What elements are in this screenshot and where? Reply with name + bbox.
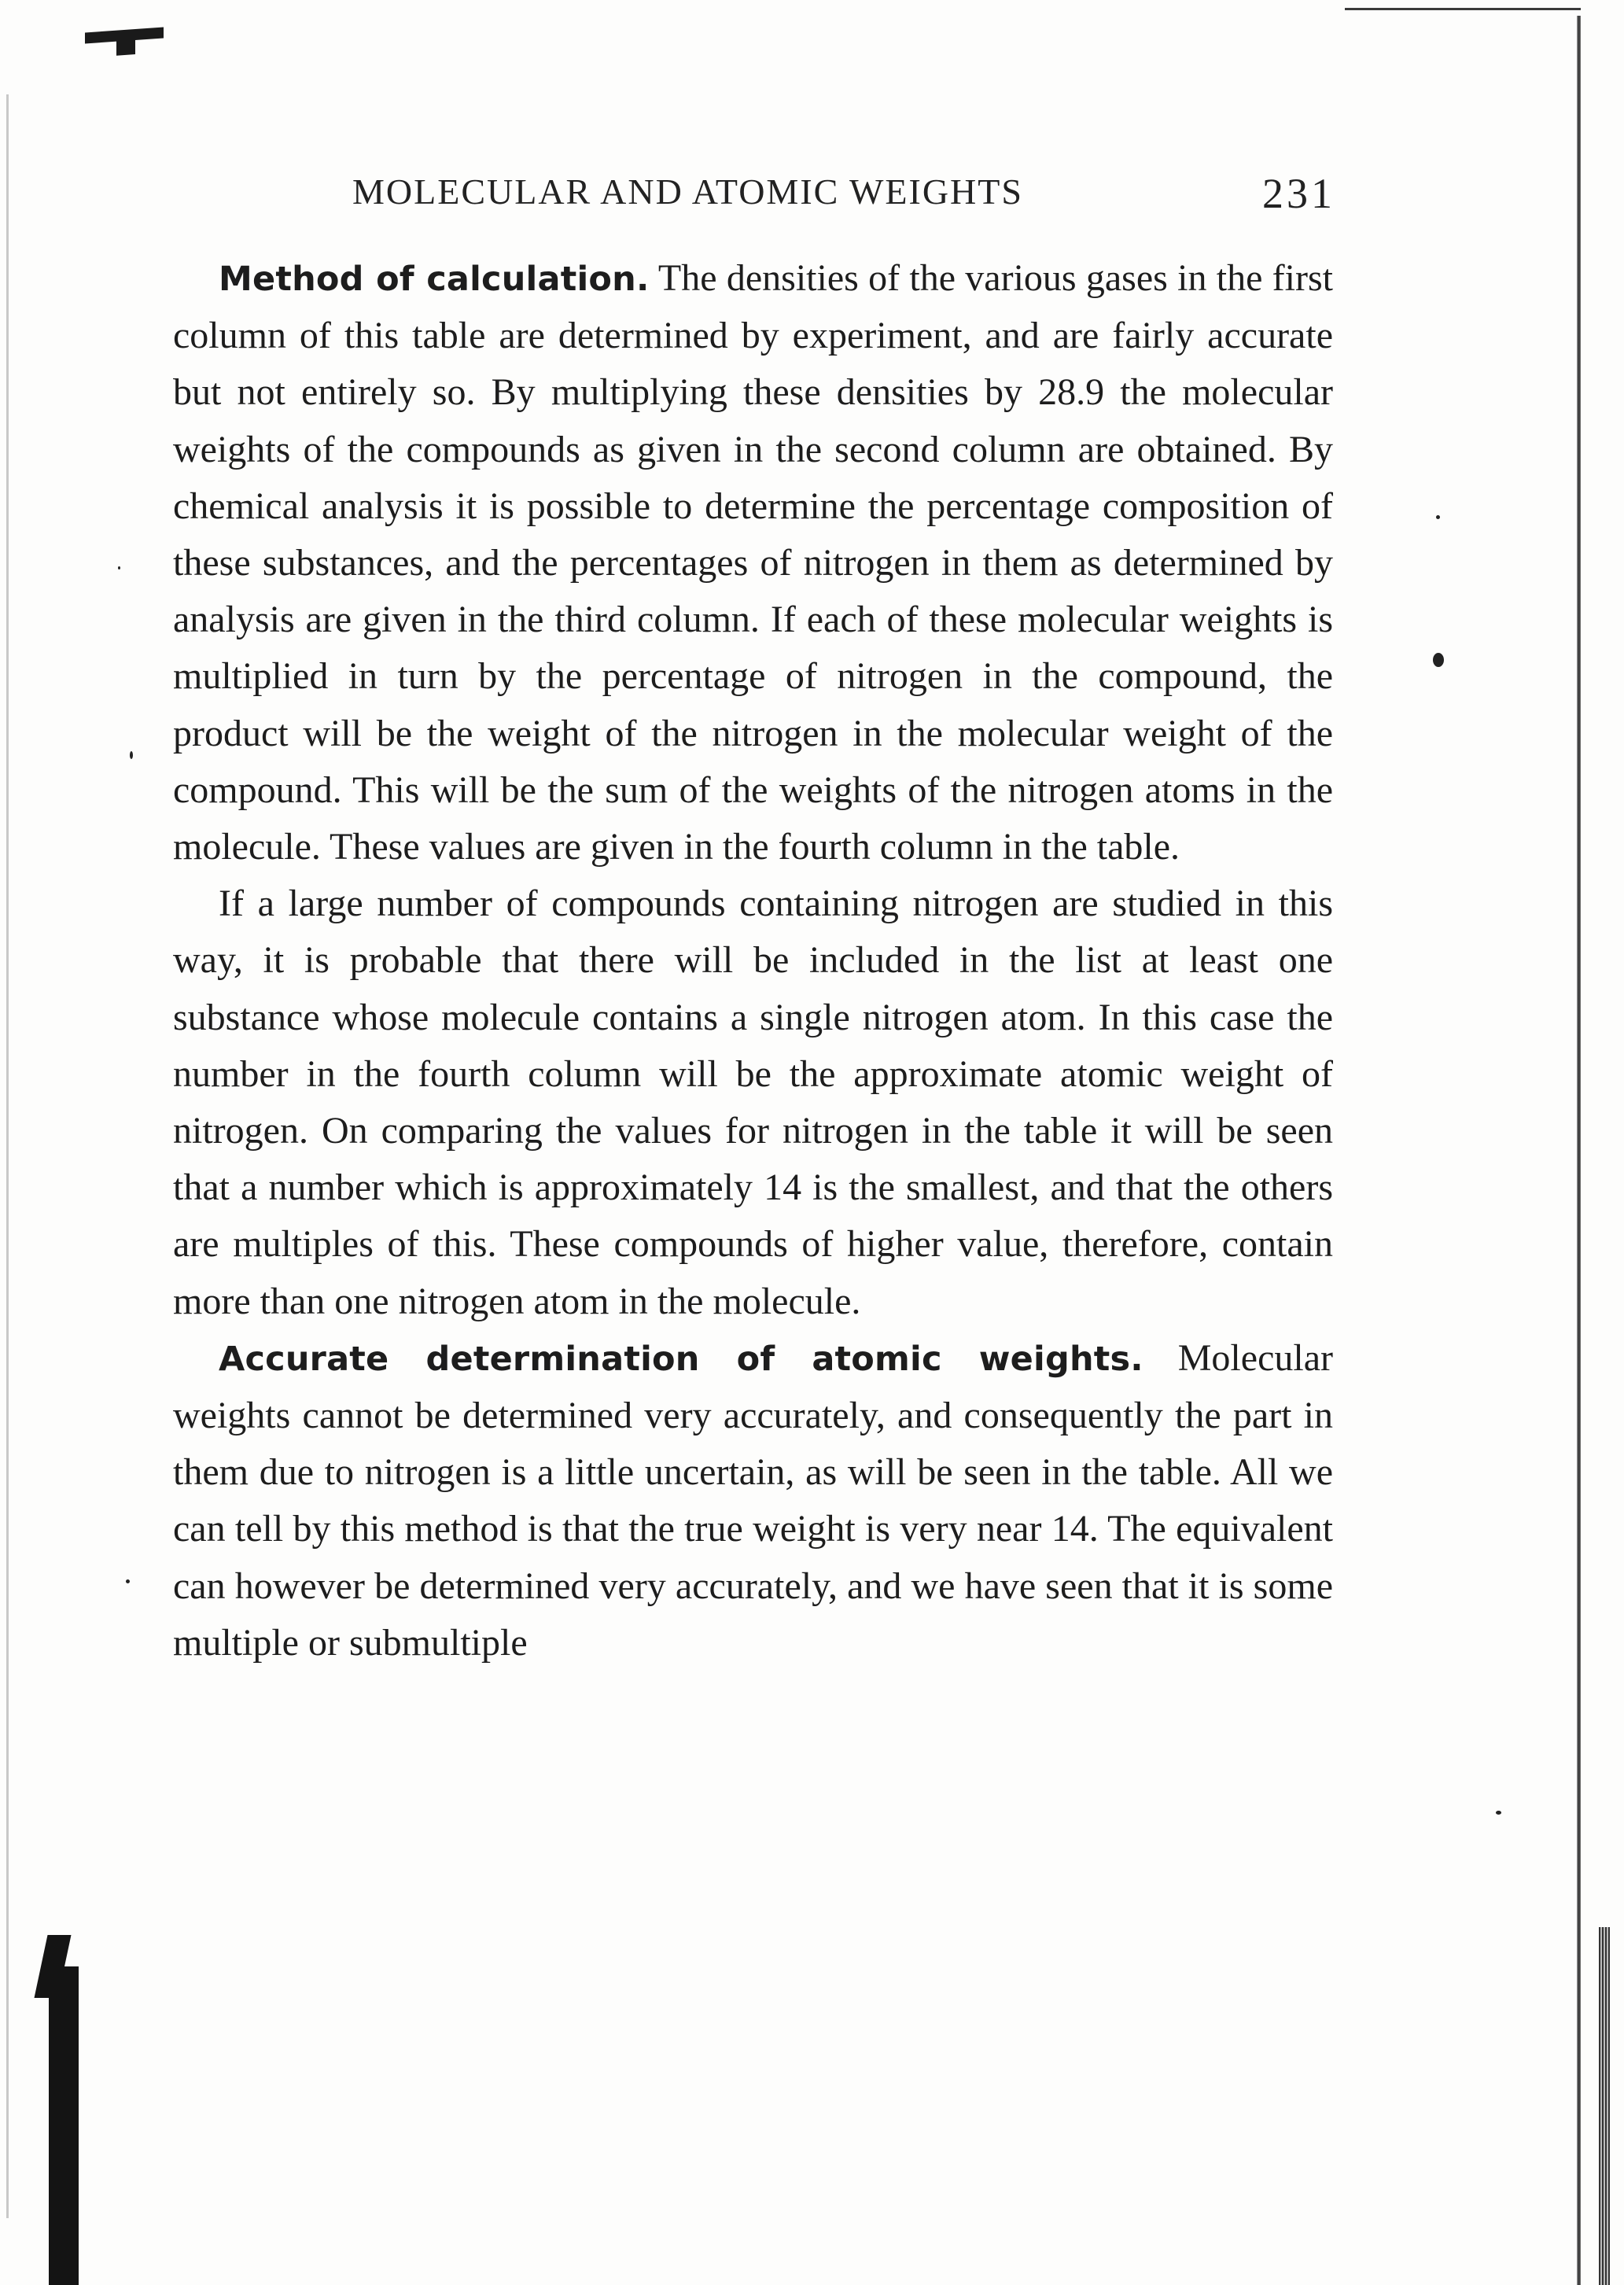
running-head — [352, 161, 1335, 224]
paragraph-text: If a large number of compounds containing nitrogen are studied in this way, it is probable that there will be included in the list at least one substance whose molecule contains a single nitrogen atom. In this case the number in the fourth column will be the approximate atomic weight of nitrogen. On comparing the values for nitrogen in the table it will be seen that a number which is approximately 14 is the smallest, and that the others are multiples of this. These compounds of higher value, therefore, contain more than one nitrogen atom in the molecule. — [173, 883, 1333, 1322]
section-heading: Accurate determination of atomic weights. — [219, 1339, 1143, 1379]
scan-left-edge — [6, 94, 9, 2218]
scan-speck — [126, 1579, 130, 1583]
scan-speck — [1436, 515, 1440, 519]
paragraph-text: Molecular weights cannot be determined very accurately, and consequently the part in them due to nitrogen is a little uncertain, as will be seen in the table. All we can tell by this method is that the true weight is very near 14. The equivalent can however be determined very accurately, and we have seen that it is some multiple or submultiple — [173, 1336, 1333, 1664]
running-head-title: MOLECULAR AND ATOMIC WEIGHTS — [352, 171, 1023, 212]
paragraph-text: The densities of the various gases in the first column of this table are determined by experiment, and are fairly accurate but not entirely so. By multiplying these densities by 28.9 the molecular weights of the compounds as given in the second column are obtained. By chemical analysis it is possible to determine the percentage composition of these substances, and the percentages of nitrogen in them as determined by analysis are given in the third column. If each of these molecular weights is multiplied in turn by the percentage of nitrogen in the compound, the product will be the weight of the nitrogen in the molecular weight of the compound. This will be the sum of the weights of the nitrogen atoms in the molecule. These values are given in the fourth column in the table. — [173, 257, 1333, 868]
paragraph-method-of-calculation — [173, 250, 1333, 875]
scan-speck — [130, 751, 133, 759]
scan-speck — [1433, 653, 1444, 667]
scan-speck — [1496, 1811, 1501, 1815]
scan-right-edge — [1577, 16, 1581, 2285]
scan-top-rule — [1345, 8, 1581, 10]
paragraph-accurate-determination — [173, 1330, 1333, 1671]
body-text — [173, 250, 1333, 1671]
scan-right-edge-texture — [1599, 1927, 1610, 2285]
scan-speck — [118, 566, 120, 569]
scan-binding-shadow — [49, 1966, 79, 2285]
section-heading: Method of calculation. — [219, 260, 650, 299]
scan-corner-mark — [85, 28, 164, 44]
page-number: 231 — [1262, 170, 1335, 217]
paragraph-large-number-of-compounds — [173, 875, 1333, 1330]
